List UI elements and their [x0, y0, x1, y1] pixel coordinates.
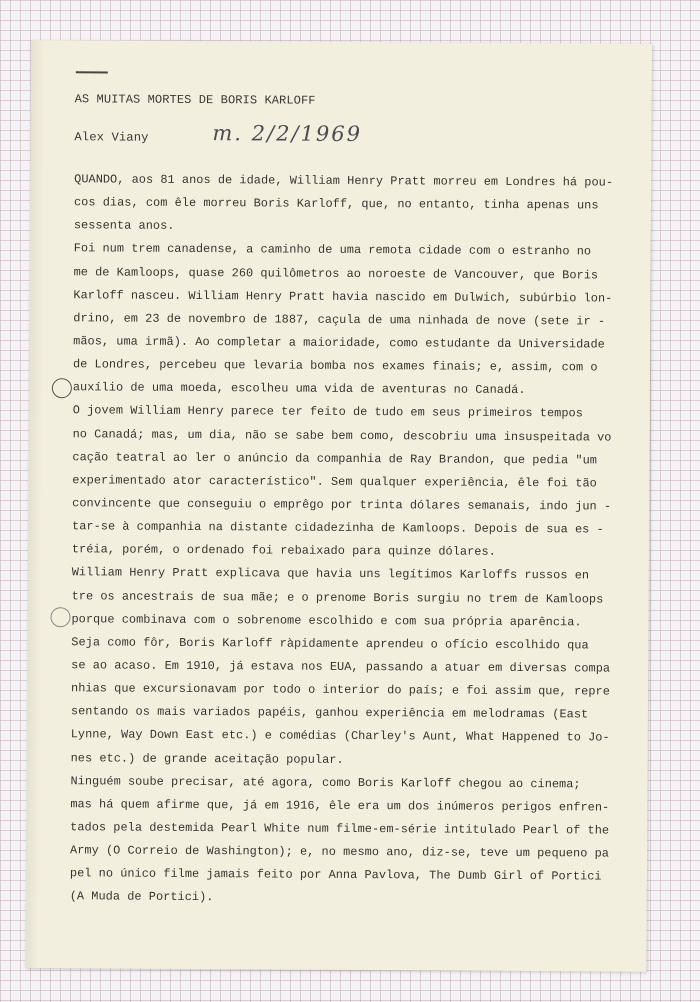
text-line: mas há quem afirme que, já em 1916, êle era um dos inúmeros perigos enfren- [70, 797, 610, 815]
page-shadow [25, 40, 45, 968]
text-line: tréia, porém, o ordenado foi rebaixado para quinze dólares. [71, 542, 496, 560]
text-line: se ao acaso. Em 1910, já estava nos EUA, passando a atuar em diversas compa [71, 658, 611, 676]
document-title: AS MUITAS MORTES DE BORIS KARLOFF [74, 92, 316, 108]
text-line: experimentado ator característico". Sem qualquer experiência, êle foi tão [72, 473, 597, 491]
text-line: Lynne, Way Down East etc.) e comédias (Charley's Aunt, What Happened to Jo- [70, 727, 610, 745]
article-body [70, 168, 635, 912]
text-line: Foi num trem canadense, a caminho de uma remota cidade com o estranho no [73, 241, 592, 259]
text-line: (A Muda de Portici). [69, 889, 214, 905]
text-line: cos dias, com êle morreu Boris Karloff, que, no entanto, tinha apenas uns [73, 195, 599, 213]
text-line: tar-se à companhia na distante cidadezinha de Kamloops. Depois de sua es - [71, 519, 604, 537]
text-line: convincente que conseguiu o emprêgo por trinta dólares semanais, indo jun - [72, 496, 612, 514]
text-line: Karloff nasceu. William Henry Pratt havia nascido em Dulwich, subúrbio lon- [73, 287, 613, 306]
text-line: sentando os mais variados papéis, ganhou experiência em melodramas (East [70, 704, 589, 722]
text-line: mãos, uma irmã). Ao completar a maioridade, como estudante da Universidade [73, 334, 605, 352]
text-line: Seja como fôr, Boris Karloff ràpidamente aprendeu o ofício escolhido qua [71, 635, 589, 653]
handwritten-date-note: m. 2/2/1969 [212, 121, 363, 147]
text-line: Ninguém soube precisar, até agora, como Boris Karloff chegou ao cinema; [70, 773, 581, 792]
text-line: tre os ancestrais de sua mãe; e o prenome Boris surgiu no trem de Kamloops [71, 588, 604, 607]
text-line: pel no único filme jamais feito por Anna Pavlova, The Dumb Girl of Portici [69, 866, 602, 884]
typed-page [25, 40, 652, 972]
text-line: porque combinava com o sobrenome escolhido e com sua própria aparência. [71, 611, 582, 630]
author-name: Alex Viany [74, 130, 149, 145]
top-dash-mark [76, 71, 108, 73]
text-line: cação teatral ao ler o anúncio da companhia de Ray Brandon, que pedia "um [72, 449, 598, 468]
text-line: drino, em 23 de novembro de 1887, caçula de uma ninhada de nove (sete ir - [73, 311, 606, 329]
text-line: Army (O Correio de Washington); e, no mesmo ano, diz-se, teve um pequeno pa [70, 843, 610, 861]
text-line: tados pela destemida Pearl White num filme-em-série intitulado Pearl of the [70, 820, 610, 838]
text-line: QUANDO, aos 81 anos de idade, William Henry Pratt morreu em Londres há pou- [74, 172, 614, 190]
text-line: de Londres, percebeu que levaria bomba nos exames finais; e, assim, com o [72, 357, 598, 375]
text-line: William Henry Pratt explicava que havia uns legítimos Karloffs russos en [71, 565, 590, 583]
text-line: no Canadá; mas, um dia, não se sabe bem como, descobriu uma insuspeitada vo [72, 426, 612, 445]
punch-hole-mark [52, 378, 72, 398]
text-line: sessenta anos. [73, 218, 175, 234]
text-line: auxílio de uma moeda, escolheu uma vida de aventuras no Canadá. [72, 380, 526, 398]
text-line: nhias que excursionavam por todo o interior do país; e foi assim que, repre [70, 681, 610, 699]
text-line: O jovem William Henry parece ter feito de tudo em seus primeiros tempos [72, 403, 583, 421]
text-line: me de Kamloops, quase 260 quilômetros ao noroeste de Vancouver, que Boris [73, 264, 599, 283]
text-line: nes etc.) de grande aceitação popular. [70, 750, 344, 767]
punch-hole-mark [50, 607, 70, 627]
